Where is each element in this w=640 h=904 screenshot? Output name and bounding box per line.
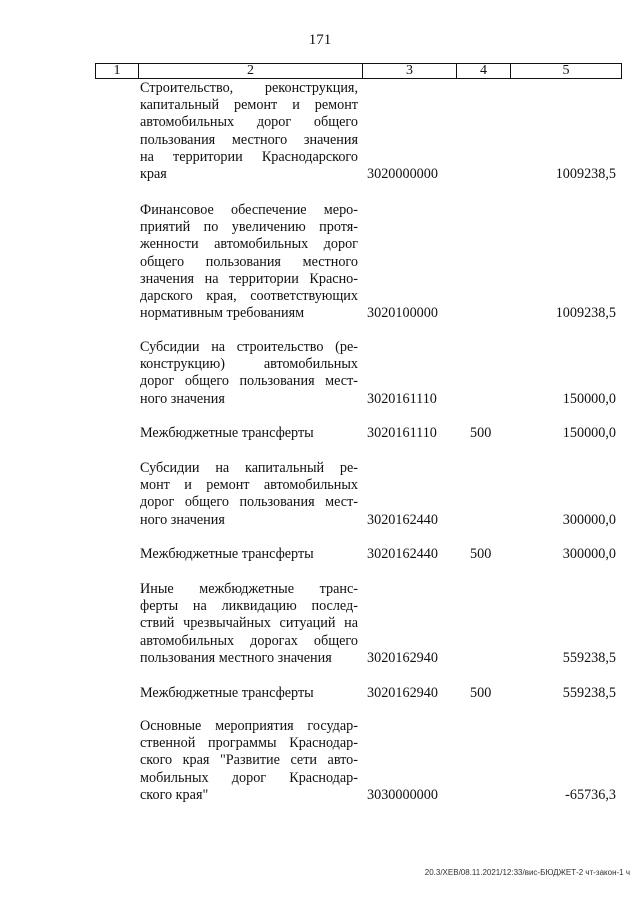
row-name-line: пользования местного значения	[140, 649, 332, 666]
row-amount: 300000,0	[562, 546, 616, 562]
row-name	[140, 718, 358, 804]
row-amount: 300000,0	[562, 511, 616, 528]
row-name	[140, 425, 358, 442]
row-name	[140, 339, 358, 408]
row-amount: 559238,5	[562, 685, 616, 701]
row-name	[140, 80, 358, 183]
row-expense-type: 500	[470, 546, 492, 562]
row-name-line: Межбюджетные трансферты	[140, 685, 314, 701]
row-amount: 1009238,5	[555, 305, 616, 322]
row-name-line: Межбюджетные трансферты	[140, 425, 314, 441]
column-header-5: 5	[562, 63, 570, 78]
row-code: 3020162940	[367, 649, 438, 666]
row-name-line: Финансовое обеспечение меро-	[140, 202, 358, 218]
row-name-line: Иные межбюджетные транс-	[140, 581, 358, 597]
row-name-line: на территории Краснодарского	[140, 148, 358, 165]
column-header-4: 4	[457, 64, 511, 78]
row-name-line: конструкцию) автомобильных	[140, 356, 358, 373]
document-footer-code: 20.3/ХЕВ/08.11.2021/12:33/вис-БЮДЖЕТ-2 чт-закон-1 ч	[424, 868, 630, 877]
row-name-line: нормативным требованиям	[140, 305, 305, 322]
row-name-line: ферты на ликвидацию послед-	[140, 598, 358, 615]
row-name-line: капитальный ремонт и ремонт	[140, 97, 358, 114]
row-name-line: ского края "Развитие сети авто-	[140, 752, 358, 769]
row-code: 3020000000	[367, 166, 438, 182]
row-code: 3020161110	[367, 425, 437, 441]
row-amount: 150000,0	[562, 390, 616, 407]
row-name-line: ского края"	[140, 786, 209, 803]
row-amount: 150000,0	[562, 425, 616, 441]
row-name-line: пользования местного значения	[140, 131, 358, 148]
row-code: 3020100000	[367, 305, 438, 322]
row-name-line: значения на территории Красно-	[140, 270, 358, 287]
row-name	[140, 546, 358, 563]
row-code: 3020161110	[367, 390, 437, 407]
row-name-line: ного значения	[140, 390, 225, 407]
row-name-line: Основные мероприятия государ-	[140, 718, 358, 734]
page-number: 171	[308, 32, 332, 48]
row-code: 3020162940	[367, 685, 438, 701]
row-name-line: дарского края, соответствующих	[140, 288, 358, 305]
row-name	[140, 202, 358, 322]
row-name-line: автомобильных дорогах общего	[140, 632, 358, 649]
row-name-line: ного значения	[140, 511, 225, 528]
row-name-line: автомобильных дорог общего	[140, 114, 358, 131]
table-header-row	[95, 63, 622, 79]
row-amount: 1009238,5	[555, 166, 616, 182]
row-name-line: женности автомобильных дорог	[140, 236, 358, 253]
column-header-1: 1	[96, 64, 139, 78]
row-name-line: ственной программы Краснодар-	[140, 735, 358, 752]
column-header-2: 2	[139, 64, 363, 78]
row-code: 3020162440	[367, 546, 438, 562]
row-name-line: дорог общего пользования мест-	[140, 494, 358, 511]
row-name-line: ствий чрезвычайных ситуаций на	[140, 615, 358, 632]
row-name-line: Межбюджетные трансферты	[140, 546, 314, 562]
row-name-line: монт и ремонт автомобильных	[140, 477, 358, 494]
row-name-line: общего пользования местного	[140, 253, 358, 270]
row-code: 3020162440	[367, 511, 438, 528]
row-name-line: Субсидии на капитальный ре-	[140, 460, 358, 476]
row-name-line: дорог общего пользования мест-	[140, 373, 358, 390]
row-expense-type: 500	[470, 425, 492, 441]
row-name-line: приятий по увеличению протя-	[140, 219, 358, 236]
row-expense-type: 500	[470, 685, 492, 701]
row-name-line: края	[140, 166, 167, 183]
row-amount: 559238,5	[562, 649, 616, 666]
row-name	[140, 685, 358, 702]
row-name-line: Субсидии на строительство (ре-	[140, 339, 358, 355]
row-name-line: мобильных дорог Краснодар-	[140, 769, 358, 786]
row-code: 3030000000	[367, 786, 438, 803]
row-name	[140, 581, 358, 667]
row-name-line: Строительство, реконструкция,	[140, 80, 358, 96]
row-amount: -65736,3	[565, 786, 616, 803]
row-name	[140, 460, 358, 529]
column-header-3: 3	[363, 64, 457, 78]
